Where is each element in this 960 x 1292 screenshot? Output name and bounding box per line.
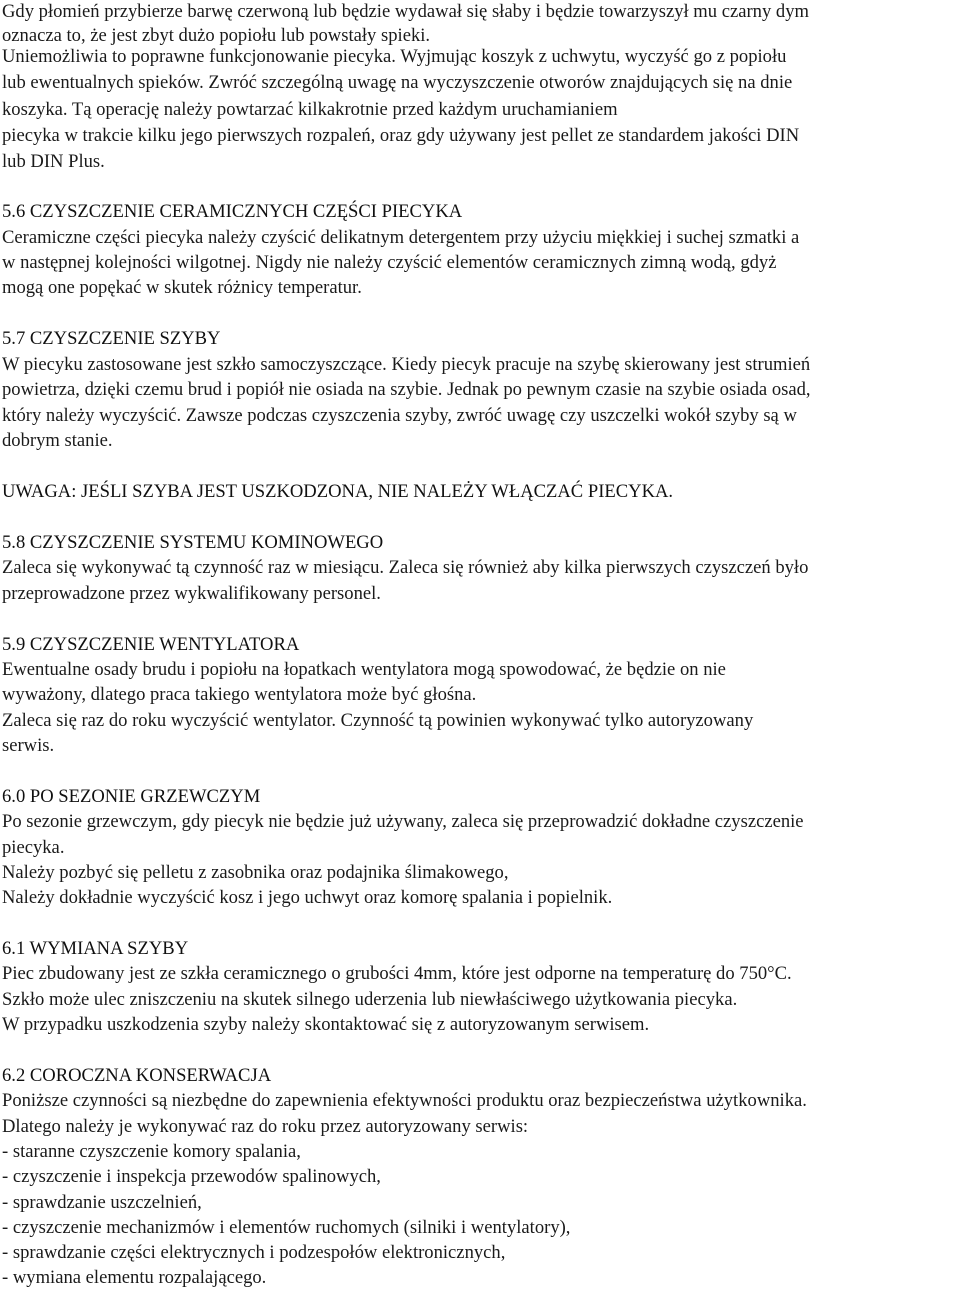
section-heading: 6.2 COROCZNA KONSERWACJA [2, 1065, 272, 1086]
paragraph-line: serwis. [2, 735, 55, 756]
section-heading: 5.6 CZYSZCZENIE CERAMICZNYCH CZĘŚCI PIECYKA [2, 201, 463, 222]
paragraph-line: Uniemożliwia to poprawne funkcjonowanie piecyka. Wyjmując koszyk z uchwytu, wyczyść go z popiołu [2, 46, 787, 67]
section-heading: 5.9 CZYSZCZENIE WENTYLATORA [2, 634, 300, 655]
paragraph-line: Gdy płomień przybierze barwę czerwoną lub będzie wydawał się słaby i będzie towarzyszył mu czarny dym [2, 1, 809, 22]
paragraph-line: piecyka. [2, 837, 65, 858]
section-heading: 5.8 CZYSZCZENIE SYSTEMU KOMINOWEGO [2, 532, 384, 553]
list-item: - czyszczenie mechanizmów i elementów ruchomych (silniki i wentylatory), [2, 1217, 571, 1238]
paragraph-line: W piecyku zastosowane jest szkło samoczyszczące. Kiedy piecyk pracuje na szybę skierowany jest strumień [2, 354, 811, 375]
paragraph-line: Należy pozbyć się pelletu z zasobnika oraz podajnika ślimakowego, [2, 862, 509, 883]
paragraph-line: koszyka. Tą operację należy powtarzać kilkakrotnie przed każdym uruchamianiem [2, 99, 618, 120]
paragraph-line: oznacza to, że jest zbyt dużo popiołu lub powstały spieki. [2, 25, 431, 46]
section-heading: 6.0 PO SEZONIE GRZEWCZYM [2, 786, 261, 807]
paragraph-line: Ceramiczne części piecyka należy czyścić delikatnym detergentem przy użyciu miękkiej i suchej szmatki a [2, 227, 800, 248]
list-item: - wymiana elementu rozpalającego. [2, 1267, 267, 1288]
warning-text: UWAGA: JEŚLI SZYBA JEST USZKODZONA, NIE NALEŻY WŁĄCZAĆ PIECYKA. [2, 481, 674, 502]
paragraph-line: przeprowadzone przez wykwalifikowany personel. [2, 583, 381, 604]
paragraph-line: Zaleca się raz do roku wyczyścić wentylator. Czynność tą powinien wykonywać tylko autoryzowany [2, 710, 754, 731]
paragraph-line: W przypadku uszkodzenia szyby należy skontaktować się z autoryzowanym serwisem. [2, 1014, 650, 1035]
paragraph-line: powietrza, dzięki czemu brud i popiół nie osiada na szybie. Jednak po pewnym czasie na szybie osiada osad, [2, 379, 811, 400]
list-item: - sprawdzanie uszczelnień, [2, 1192, 202, 1213]
paragraph-line: Poniższe czynności są niezbędne do zapewnienia efektywności produktu oraz bezpieczeństwa użytkownika. [2, 1090, 807, 1111]
paragraph-line: lub ewentualnych spieków. Zwróć szczególną uwagę na wyczyszczenie otworów znajdujących się na dnie [2, 72, 793, 93]
paragraph-line: Piec zbudowany jest ze szkła ceramicznego o grubości 4mm, które jest odporne na temperaturę do 750°C. [2, 963, 792, 984]
paragraph-line: Szkło może ulec zniszczeniu na skutek silnego uderzenia lub niewłaściwego użytkowania piecyka. [2, 989, 738, 1010]
list-item: - staranne czyszczenie komory spalania, [2, 1141, 301, 1162]
paragraph-line: Ewentualne osady brudu i popiołu na łopatkach wentylatora mogą spowodować, że będzie on nie [2, 659, 726, 680]
paragraph-line: Zaleca się wykonywać tą czynność raz w miesiącu. Zaleca się również aby kilka pierwszych czyszczeń było [2, 557, 809, 578]
paragraph-line: wyważony, dlatego praca takiego wentylatora może być głośna. [2, 684, 477, 705]
paragraph-line: piecyka w trakcie kilku jego pierwszych rozpaleń, oraz gdy używany jest pellet ze standardem jakości DIN [2, 125, 800, 146]
section-heading: 6.1 WYMIANA SZYBY [2, 938, 189, 959]
paragraph-line: który należy wyczyścić. Zawsze podczas czyszczenia szyby, zwróć uwagę czy uszczelki wokół szyby są w [2, 405, 797, 426]
paragraph-line: Po sezonie grzewczym, gdy piecyk nie będzie już używany, zaleca się przeprowadzić dokładne czyszczenie [2, 811, 804, 832]
list-item: - sprawdzanie części elektrycznych i podzespołów elektronicznych, [2, 1242, 506, 1263]
list-item: - czyszczenie i inspekcja przewodów spalinowych, [2, 1166, 381, 1187]
paragraph-line: lub DIN Plus. [2, 151, 105, 172]
paragraph-line: Należy dokładnie wyczyścić kosz i jego uchwyt oraz komorę spalania i popielnik. [2, 887, 613, 908]
paragraph-line: w następnej kolejności wilgotnej. Nigdy nie należy czyścić elementów ceramicznych zimną wodą, gdyż [2, 252, 777, 273]
section-heading: 5.7 CZYSZCZENIE SZYBY [2, 328, 221, 349]
paragraph-line: Dlatego należy je wykonywać raz do roku przez autoryzowany serwis: [2, 1116, 529, 1137]
paragraph-line: mogą one popękać w skutek różnicy temperatur. [2, 277, 362, 298]
paragraph-line: dobrym stanie. [2, 430, 113, 451]
